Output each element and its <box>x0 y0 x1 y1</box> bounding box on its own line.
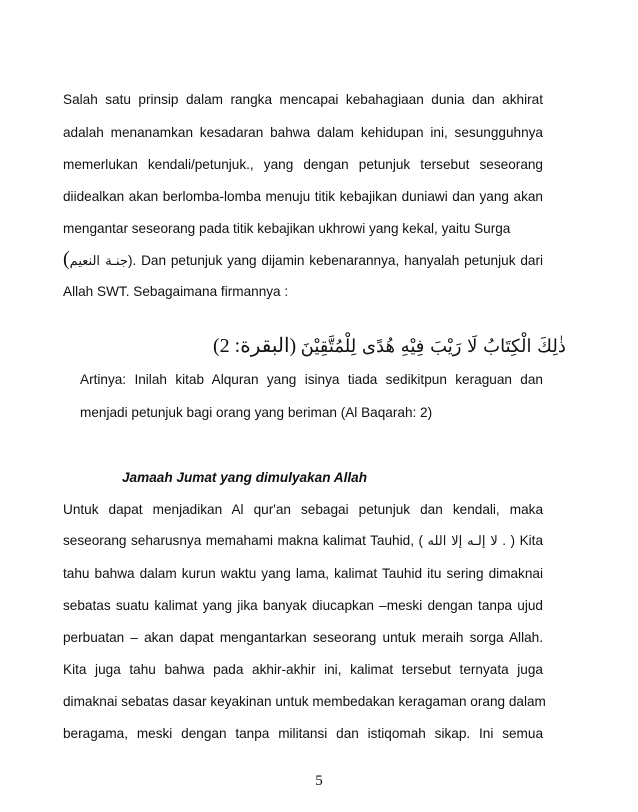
text-line: perbuatan – akan dapat mengantarkan seseorang untuk meraih sorga Allah. <box>63 630 543 645</box>
text-line: sebatas suatu kalimat yang jika banyak diucapkan –meski dengan tanpa ujud <box>63 598 543 613</box>
quran-verse <box>213 332 566 362</box>
text-line: beragama, meski dengan tanpa militansi dan istiqomah sikap. Ini semua <box>63 726 543 741</box>
text-fragment: ). Dan petunjuk yang dijamin kebenarannya, hanyalah petunjuk dari <box>127 253 543 268</box>
text-line: memerlukan kendali/petunjuk., yang dengan petunjuk tersebut seseorang <box>63 157 543 172</box>
text-line: Untuk dapat menjadikan Al qur'an sebagai petunjuk dan kendali, maka <box>63 502 543 517</box>
text-line: mengantar seseorang pada titik kebajikan ukhrowi yang kekal, yaitu Surga <box>63 221 511 236</box>
arabic-tauhid-phrase: لا إلـه إلا الله <box>427 534 498 549</box>
text-line: adalah menanamkan kesadaran bahwa dalam kehidupan ini, sesungguhnya <box>63 125 543 140</box>
text-fragment: . ) Kita <box>502 533 544 548</box>
text-line-with-arabic <box>63 248 543 273</box>
arabic-term-jannatun-naim: جنـة النعيم <box>69 254 128 269</box>
text-fragment: seseorang seharusnya memahami makna kalimat Tauhid, ( <box>63 533 423 548</box>
text-line: Salah satu prinsip dalam rangka mencapai kebahagiaan dunia dan akhirat <box>63 92 543 107</box>
text-line: diidealkan akan berlomba-lomba menuju titik kebajikan duniawi dan yang akan <box>63 189 543 204</box>
page-number: 5 <box>315 773 323 789</box>
section-heading: Jamaah Jumat yang dimulyakan Allah <box>122 470 368 485</box>
text-line: Allah SWT. Sebagaimana firmannya : <box>63 284 289 299</box>
text-line: tahu bahwa dalam kurun waktu yang lama, kalimat Tauhid itu sering dimaknai <box>63 566 543 581</box>
verse-arabic-text: ذٰلِكَ الْكِتَابُ لَا رَيْبَ فِيْهِ هُدًى لِلْمُتَّقِيْنَ <box>300 336 566 357</box>
open-parenthesis: ( <box>63 248 70 270</box>
verse-reference: (البقرة: 2) <box>213 335 297 357</box>
text-line: dimaknai sebatas dasar keyakinan untuk membedakan keragaman orang dalam <box>63 694 546 709</box>
text-line-with-arabic <box>63 532 543 551</box>
text-line: menjadi petunjuk bagi orang yang beriman (Al Baqarah: 2) <box>80 405 433 420</box>
text-line: Kita juga tahu bahwa pada akhir-akhir ini, kalimat tersebut ternyata juga <box>63 662 543 677</box>
text-line: Artinya: Inilah kitab Alquran yang isinya tiada sedikitpun keraguan dan <box>80 372 543 387</box>
